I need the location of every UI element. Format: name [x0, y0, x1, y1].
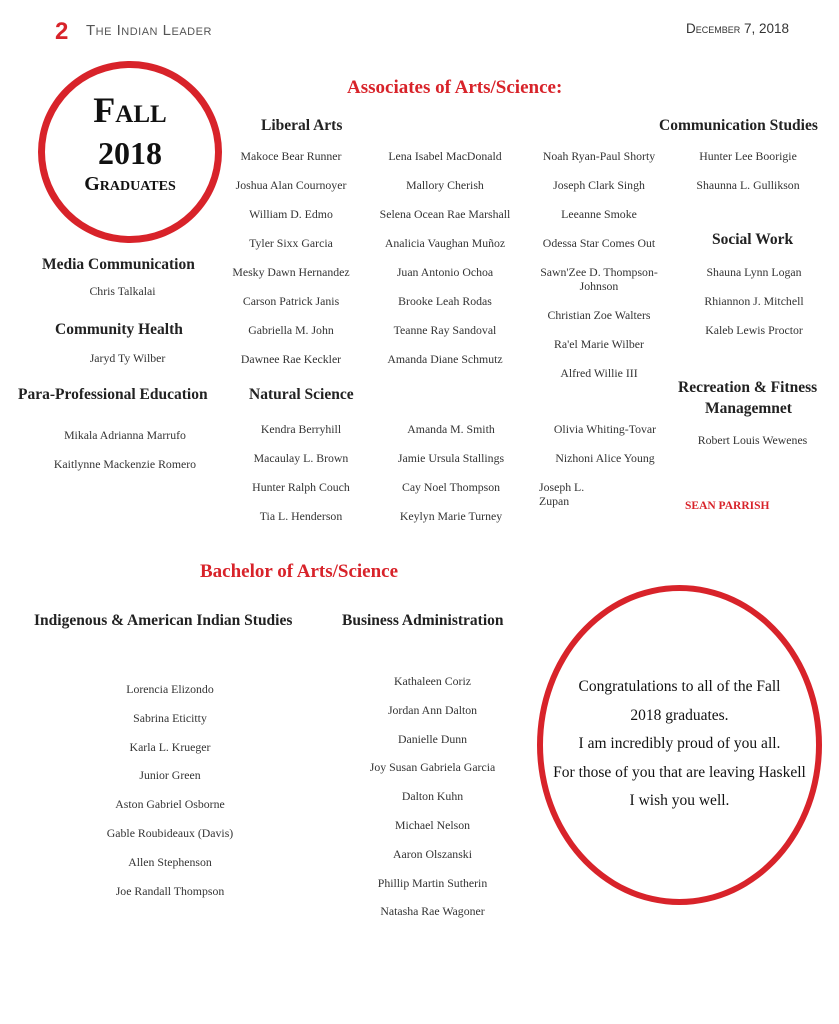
liberal-arts-heading: Liberal Arts [261, 117, 343, 134]
list-item: Phillip Martin Sutherin [377, 875, 488, 890]
para-professional-list [40, 428, 210, 486]
list-item: Shauna Lynn Logan [706, 265, 802, 279]
list-item: Joe Randall Thompson [115, 883, 225, 898]
list-item: Junior Green [139, 768, 201, 783]
list-item: Macaulay L. Brown [253, 451, 349, 465]
liberal-arts-col1 [220, 149, 362, 381]
list-item: Tyler Sixx Garcia [249, 236, 333, 250]
list-item: Gable Roubideaux (Davis) [106, 825, 234, 840]
communication-studies-list [680, 149, 816, 207]
list-item: Sawn'Zee D. Thompson- Johnson [540, 265, 658, 293]
list-item: Natasha Rae Wagoner [380, 904, 485, 919]
list-item: Jamie Ursula Stallings [397, 451, 505, 465]
page-number: 2 [55, 18, 69, 45]
list-item: Joshua Alan Cournoyer [235, 178, 347, 192]
list-item: Sabrina Eticitty [133, 710, 207, 725]
list-item: Amanda M. Smith [407, 422, 495, 436]
natural-science-col3 [534, 422, 676, 480]
list-item: Noah Ryan-Paul Shorty [542, 149, 656, 163]
list-item: Mallory Cherish [406, 178, 484, 192]
photo-credit: SEAN PARRISH [685, 500, 770, 512]
list-item: Ra'el Marie Wilber [554, 337, 644, 351]
list-item: Dawnee Rae Keckler [240, 352, 342, 366]
message-line: 2018 graduates. [630, 706, 729, 724]
badge-fall: Fall [93, 90, 167, 130]
list-item: Juan Antonio Ochoa [396, 265, 494, 279]
list-item: Rhiannon J. Mitchell [704, 294, 804, 308]
communication-studies-heading: Communication Studies [659, 117, 818, 134]
badge-graduates: Graduates [84, 173, 176, 195]
recreation-heading-line1: Recreation & Fitness [678, 379, 818, 396]
list-item: Aston Gabriel Osborne [115, 797, 225, 812]
natural-science-col1 [230, 422, 372, 538]
recreation-heading-line2: Managemnet [705, 400, 792, 417]
list-item: Jaryd Ty Wilber [89, 351, 166, 365]
list-item: Robert Louis Wewenes [697, 433, 808, 447]
media-communication-heading: Media Communication [42, 256, 195, 273]
list-item: Lena Isabel MacDonald [388, 149, 502, 163]
badge-year: 2018 [98, 135, 162, 171]
list-item: Kendra Berryhill [260, 422, 342, 436]
liberal-arts-col3 [528, 149, 670, 395]
list-item: Carson Patrick Janis [242, 294, 340, 308]
natural-science-col2 [380, 422, 522, 538]
list-item: Aaron Olszanski [393, 846, 472, 861]
list-item: Makoce Bear Runner [240, 149, 342, 163]
list-item: Kathaleen Coriz [394, 674, 471, 688]
list-item: Hunter Lee Boorigie [699, 149, 797, 163]
list-item: Selena Ocean Rae Marshall [379, 207, 511, 221]
list-item: Olivia Whiting-Tovar [553, 422, 657, 436]
message-line: I wish you well. [629, 792, 730, 809]
list-item: Christian Zoe Walters [547, 308, 651, 322]
list-item: Shaunna L. Gullikson [696, 178, 800, 192]
list-item: Mesky Dawn Hernandez [232, 265, 350, 279]
indigenous-studies-heading: Indigenous & American Indian Studies [34, 612, 293, 629]
list-item: Joseph L. Zupan [539, 480, 585, 508]
list-item: Analicia Vaughan Muñoz [384, 236, 506, 250]
social-work-list [684, 265, 824, 352]
list-item: Danielle Dunn [397, 731, 468, 746]
list-item: Karla L. Krueger [129, 739, 211, 754]
list-item: Joy Susan Gabriela Garcia [369, 760, 496, 775]
list-item: Jordan Ann Dalton [387, 702, 478, 717]
list-item: Teanne Ray Sandoval [393, 323, 497, 337]
community-health-heading: Community Health [55, 321, 183, 338]
social-work-heading: Social Work [712, 231, 794, 248]
business-admin-list [350, 674, 515, 933]
message-line: I am incredibly proud of you all. [578, 735, 781, 752]
bachelors-title: Bachelor of Arts/Science [200, 561, 399, 582]
list-item: Amanda Diane Schmutz [387, 352, 503, 366]
congratulations-message [537, 673, 822, 816]
list-item: Joseph Clark Singh [553, 178, 645, 192]
list-item: Odessa Star Comes Out [542, 236, 656, 250]
list-item: Tia L. Henderson [259, 509, 343, 523]
publication-name: The Indian Leader [86, 22, 212, 39]
para-professional-heading: Para-Professional Education [18, 386, 208, 403]
list-item: Nizhoni Alice Young [555, 451, 655, 465]
message-line: For those of you that are leaving Haskell [553, 763, 806, 781]
list-item: Cay Noel Thompson [401, 480, 501, 494]
list-item: William D. Edmo [249, 207, 333, 221]
list-item: Michael Nelson [394, 817, 471, 832]
list-item: Kaitlynne Mackenzie Romero [53, 457, 197, 471]
list-item: Mikala Adrianna Marrufo [64, 428, 186, 442]
list-item: Kaleb Lewis Proctor [705, 323, 803, 337]
list-item: Keylyn Marie Turney [399, 509, 503, 523]
issue-date: December 7, 2018 [686, 21, 790, 36]
list-item: Allen Stephenson [128, 854, 212, 869]
list-item: Gabriella M. John [248, 323, 334, 337]
list-item: Lorencia Elizondo [126, 682, 214, 696]
list-item: Leeanne Smoke [561, 207, 637, 221]
associates-title: Associates of Arts/Science: [347, 77, 563, 98]
list-item: Dalton Kuhn [401, 789, 464, 804]
liberal-arts-col2 [370, 149, 520, 381]
list-item: Chris Talkalai [89, 284, 156, 298]
indigenous-studies-list [90, 682, 250, 912]
message-line: Congratulations to all of the Fall [578, 678, 781, 695]
natural-science-heading: Natural Science [249, 386, 354, 403]
list-item: Alfred Willie III [560, 366, 638, 380]
business-admin-heading: Business Administration [342, 612, 504, 629]
list-item: Brooke Leah Rodas [398, 294, 492, 308]
list-item: Hunter Ralph Couch [252, 480, 350, 494]
